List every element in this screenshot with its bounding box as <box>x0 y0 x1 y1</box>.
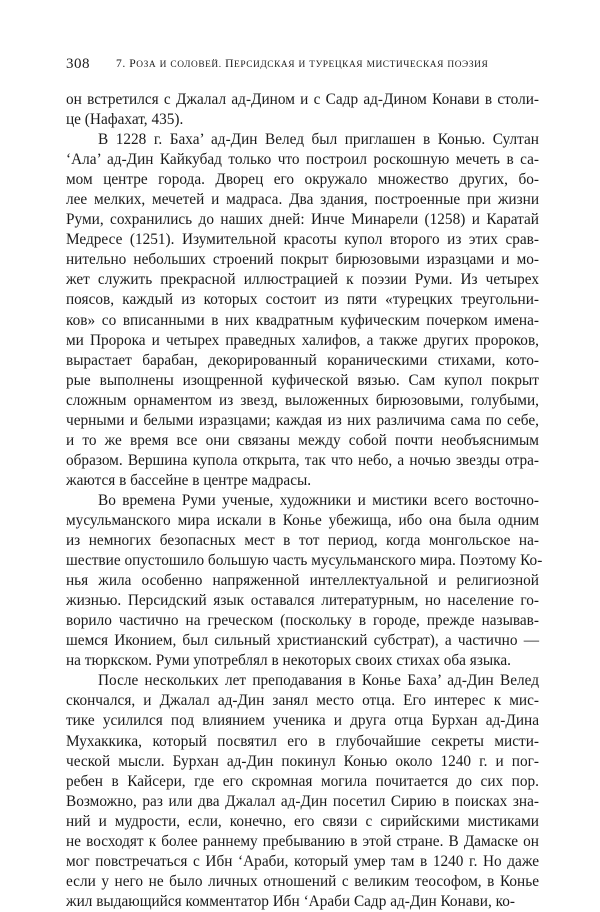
text-line: шемся Иконием, был сильный христианский субстрат), а частично — <box>66 632 539 650</box>
text-line: он встретился с Джалал ад-Дином и с Садр ад-Дином Конави в столи- <box>66 91 539 108</box>
chapter-number: 7. <box>116 57 126 70</box>
text-line: и то же время все они связаны между собой почти необъяснимым <box>66 431 539 449</box>
text-line: ребен в Кайсери, где его скромная могила почитается до сих пор. <box>66 772 539 790</box>
text-line: не восходят к более раннему пребыванию в этой стране. В Дамаске он <box>66 832 539 850</box>
running-head <box>116 56 488 73</box>
text-line: нительно небольших строений покрыт бирюзовыми изразцами и мо- <box>66 251 539 269</box>
text-line: шествие опустошило большую часть мусульманского мира. Поэтому Ко- <box>66 552 543 570</box>
text-line: ‘Ала’ ад-Дин Кайкубад только что построил роскошную мечеть в са- <box>66 151 539 169</box>
text-line: мом центре города. Дворец его окружало множество других, бо- <box>66 171 539 189</box>
text-line: нья жила особенно напряженной интеллектуальной и религиозной <box>66 572 539 590</box>
text-line: из немногих безопасных мест в тот период, когда монгольское на- <box>66 532 539 550</box>
text-line: жизнью. Персидский язык оставался литературным, но население го- <box>66 592 539 610</box>
text-line: ворило частично на греческом (поскольку в городе, прежде называв- <box>66 612 539 630</box>
text-line: образом. Вершина купола открыта, так что небо, а ночью звезды отра- <box>66 451 539 469</box>
text-line: жет служить прекрасной иллюстрацией к поэзии Руми. Из четырех <box>66 271 539 289</box>
paragraph <box>66 491 543 671</box>
text-line: Руми, сохранились до наших дней: Инче Минарели (1258) и Каратай <box>66 211 539 229</box>
text-line: Возможно, раз или два Джалал ад-Дин посетил Сирию в поисках зна- <box>66 792 539 810</box>
text-line: поясов, каждый из которых состоит из пяти «турецких треугольни- <box>66 291 539 309</box>
text-line: Во времена Руми ученые, художники и мистики всего восточно- <box>98 491 539 509</box>
text-line: жил выдающийся комментатор Ибн ‘Араби Садр ад-Дин Конави, ко- <box>66 892 516 910</box>
text-line: рые выполнены изощренной куфической вязью. Сам купол покрыт <box>66 371 539 389</box>
body-text <box>66 90 543 912</box>
text-line: скончался, и Джалал ад-Дин занял место отца. Его интерес к мис- <box>66 692 539 710</box>
text-line: сложным орнаментом из звезд, выложенных бирюзовыми, голубыми, <box>66 391 539 409</box>
text-line: После нескольких лет преподавания в Конье Баха’ ад-Дин Велед <box>98 672 539 690</box>
text-line: В 1228 г. Баха’ ад-Дин Велед был приглашен в Конью. Султан <box>98 131 539 149</box>
text-line: ческой мысли. Бурхан ад-Дин покинул Конью около 1240 г. и пог- <box>66 752 539 770</box>
text-line: тике усилился под влиянием ученика и друга отца Бурхан ад-Дина <box>66 712 539 730</box>
text-line: ми Пророка и четырех праведных халифов, а также других пророков, <box>66 331 539 349</box>
text-line: лее мелких, мечетей и мадраса. Два здания, построенные при жизни <box>66 191 539 209</box>
running-head-title: РОЗА И СОЛОВЕЙ. ПЕРСИДСКАЯ И ТУРЕЦКАЯ МИСТИЧЕСКАЯ ПОЭЗИЯ <box>129 57 489 70</box>
paragraph <box>66 130 539 491</box>
text-line: черными и белыми изразцами; каждая из них различима сама по себе, <box>66 411 539 429</box>
text-line: мог повстречаться с Ибн ‘Араби, который умер там в 1240 г. Но даже <box>66 852 539 870</box>
paragraph <box>66 90 539 130</box>
text-line: ков» со вписанными в них квадратным куфическим почерком имена- <box>66 311 539 329</box>
text-line: Мухаккика, который посвятил его в глубочайшие секреты мисти- <box>66 732 539 750</box>
text-line: жаются в бассейне в центре мадрасы. <box>66 471 312 489</box>
text-line: ний и мудрости, если, конечно, его связи с сирийскими мистиками <box>66 812 539 830</box>
page-number: 308 <box>66 56 90 72</box>
text-line: Медресе (1251). Изумительной красоты купол второго из этих срав- <box>66 231 539 249</box>
text-line: если у него не было личных отношений с великим теософом, в Конье <box>66 872 539 890</box>
text-line: на тюркском. Руми употреблял в некоторых своих стихах оба языка. <box>66 652 511 670</box>
text-line: це (Нафахат, 435). <box>66 111 184 129</box>
page-header <box>66 56 546 72</box>
text-line: мусульманского мира искали в Конье убежища, ибо она была одним <box>66 511 539 529</box>
paragraph <box>66 671 539 912</box>
text-line: вырастает барабан, декорированный кораническими стихами, кото- <box>66 351 539 369</box>
